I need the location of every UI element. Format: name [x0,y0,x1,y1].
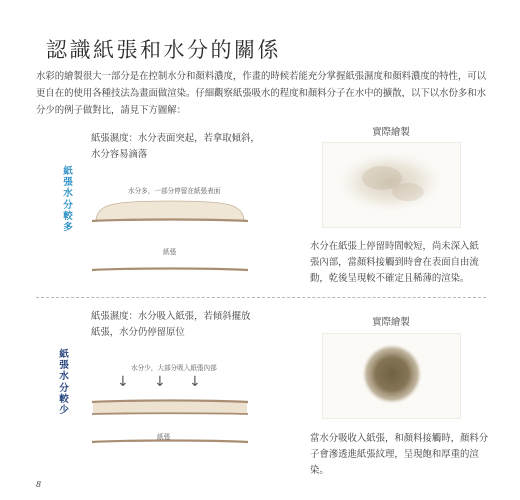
wet-label-char: 紙 [63,166,73,177]
dry-label-char: 水 [59,371,69,383]
down-arrow-icon: ↓ [189,374,201,390]
dry-caption-line: 紙張，水分仍停留原位 [91,327,185,338]
wet-label-char: 張 [63,177,73,189]
absorbed-water [93,402,247,414]
dry-label-char: 分 [59,382,69,394]
water-bulge [96,201,244,220]
wet-paper-diagram [90,196,250,278]
wet-diagram-note: 水分多，一部分停留在紙張表面 [128,187,221,195]
dry-description-line: 當水分吸收入紙張，和顏料接觸時，顏料分 [310,433,489,444]
dry-caption [91,309,250,341]
wet-paper-label: 紙張 [163,248,177,256]
paper-mid-edge [92,413,248,414]
down-arrow-icon: ↓ [154,374,166,390]
wet-description-line: 動，乾後呈現較不確定且稀薄的渲染。 [310,273,470,284]
wet-description-line: 水分在紙張上停留時間較短，尚未深入紙 [310,241,479,252]
wet-label-char: 分 [63,199,73,211]
paper-top-edge [92,220,248,222]
section-divider [36,297,486,298]
dry-description-line: 子會滲透進紙張紋理，呈現飽和厚重的渲 [310,449,479,460]
wet-description [310,239,490,287]
intro-paragraph: 水彩的繪製很大一部分是在控制水分和顏料濃度，作畫的時候若能充分掌握紙張濕度和顏料濃度的特性，可以更自在的使用各種技法為畫面做渲染。仔細觀察紙張吸水的程度和顏料分子在水中的擴散，以下以水份多和水分少的例子做對比，請見下方圖解： [36,71,487,116]
dry-paper-label: 紙張 [157,433,171,441]
wet-description-line: 張內部，當顏料接觸到時會在表面自由流 [310,257,479,268]
wet-wash-image [322,142,461,228]
page-number: 8 [36,480,42,489]
wet-caption [91,131,260,163]
dry-real-label: 實際繪製 [372,317,410,328]
page-title: 認識紙張和水分的關係 [46,38,281,62]
wet-label-char: 水 [63,188,73,200]
wet-caption-line: 水分容易滴落 [91,149,148,160]
dry-vertical-label [58,349,70,416]
dry-sample-photo [322,333,461,419]
down-arrow-icon: ↓ [117,374,129,390]
wet-label-char: 多 [63,222,73,234]
wet-caption-line: 紙張濕度：水分表面突起，若拿取傾斜， [91,133,260,144]
wet-vertical-label [62,166,74,233]
dry-label-char: 少 [59,405,69,417]
dry-caption-line: 紙張濕度：水分吸入紙張，若傾斜擺放 [91,311,251,322]
dry-label-char: 紙 [59,349,69,360]
wet-real-label: 實際繪製 [372,127,410,138]
dry-wash-image [322,333,461,419]
dry-diagram-note: 水分少，大部分吸入紙張內部 [131,364,217,372]
paper-bottom-edge [92,269,248,271]
dry-description-line: 染。 [310,465,329,476]
dry-label-char: 較 [59,393,69,405]
paper-top-edge [92,401,248,403]
wet-sample-photo [322,142,461,228]
dry-label-char: 張 [59,360,69,372]
wet-label-char: 較 [63,210,73,222]
dry-description [310,431,492,479]
